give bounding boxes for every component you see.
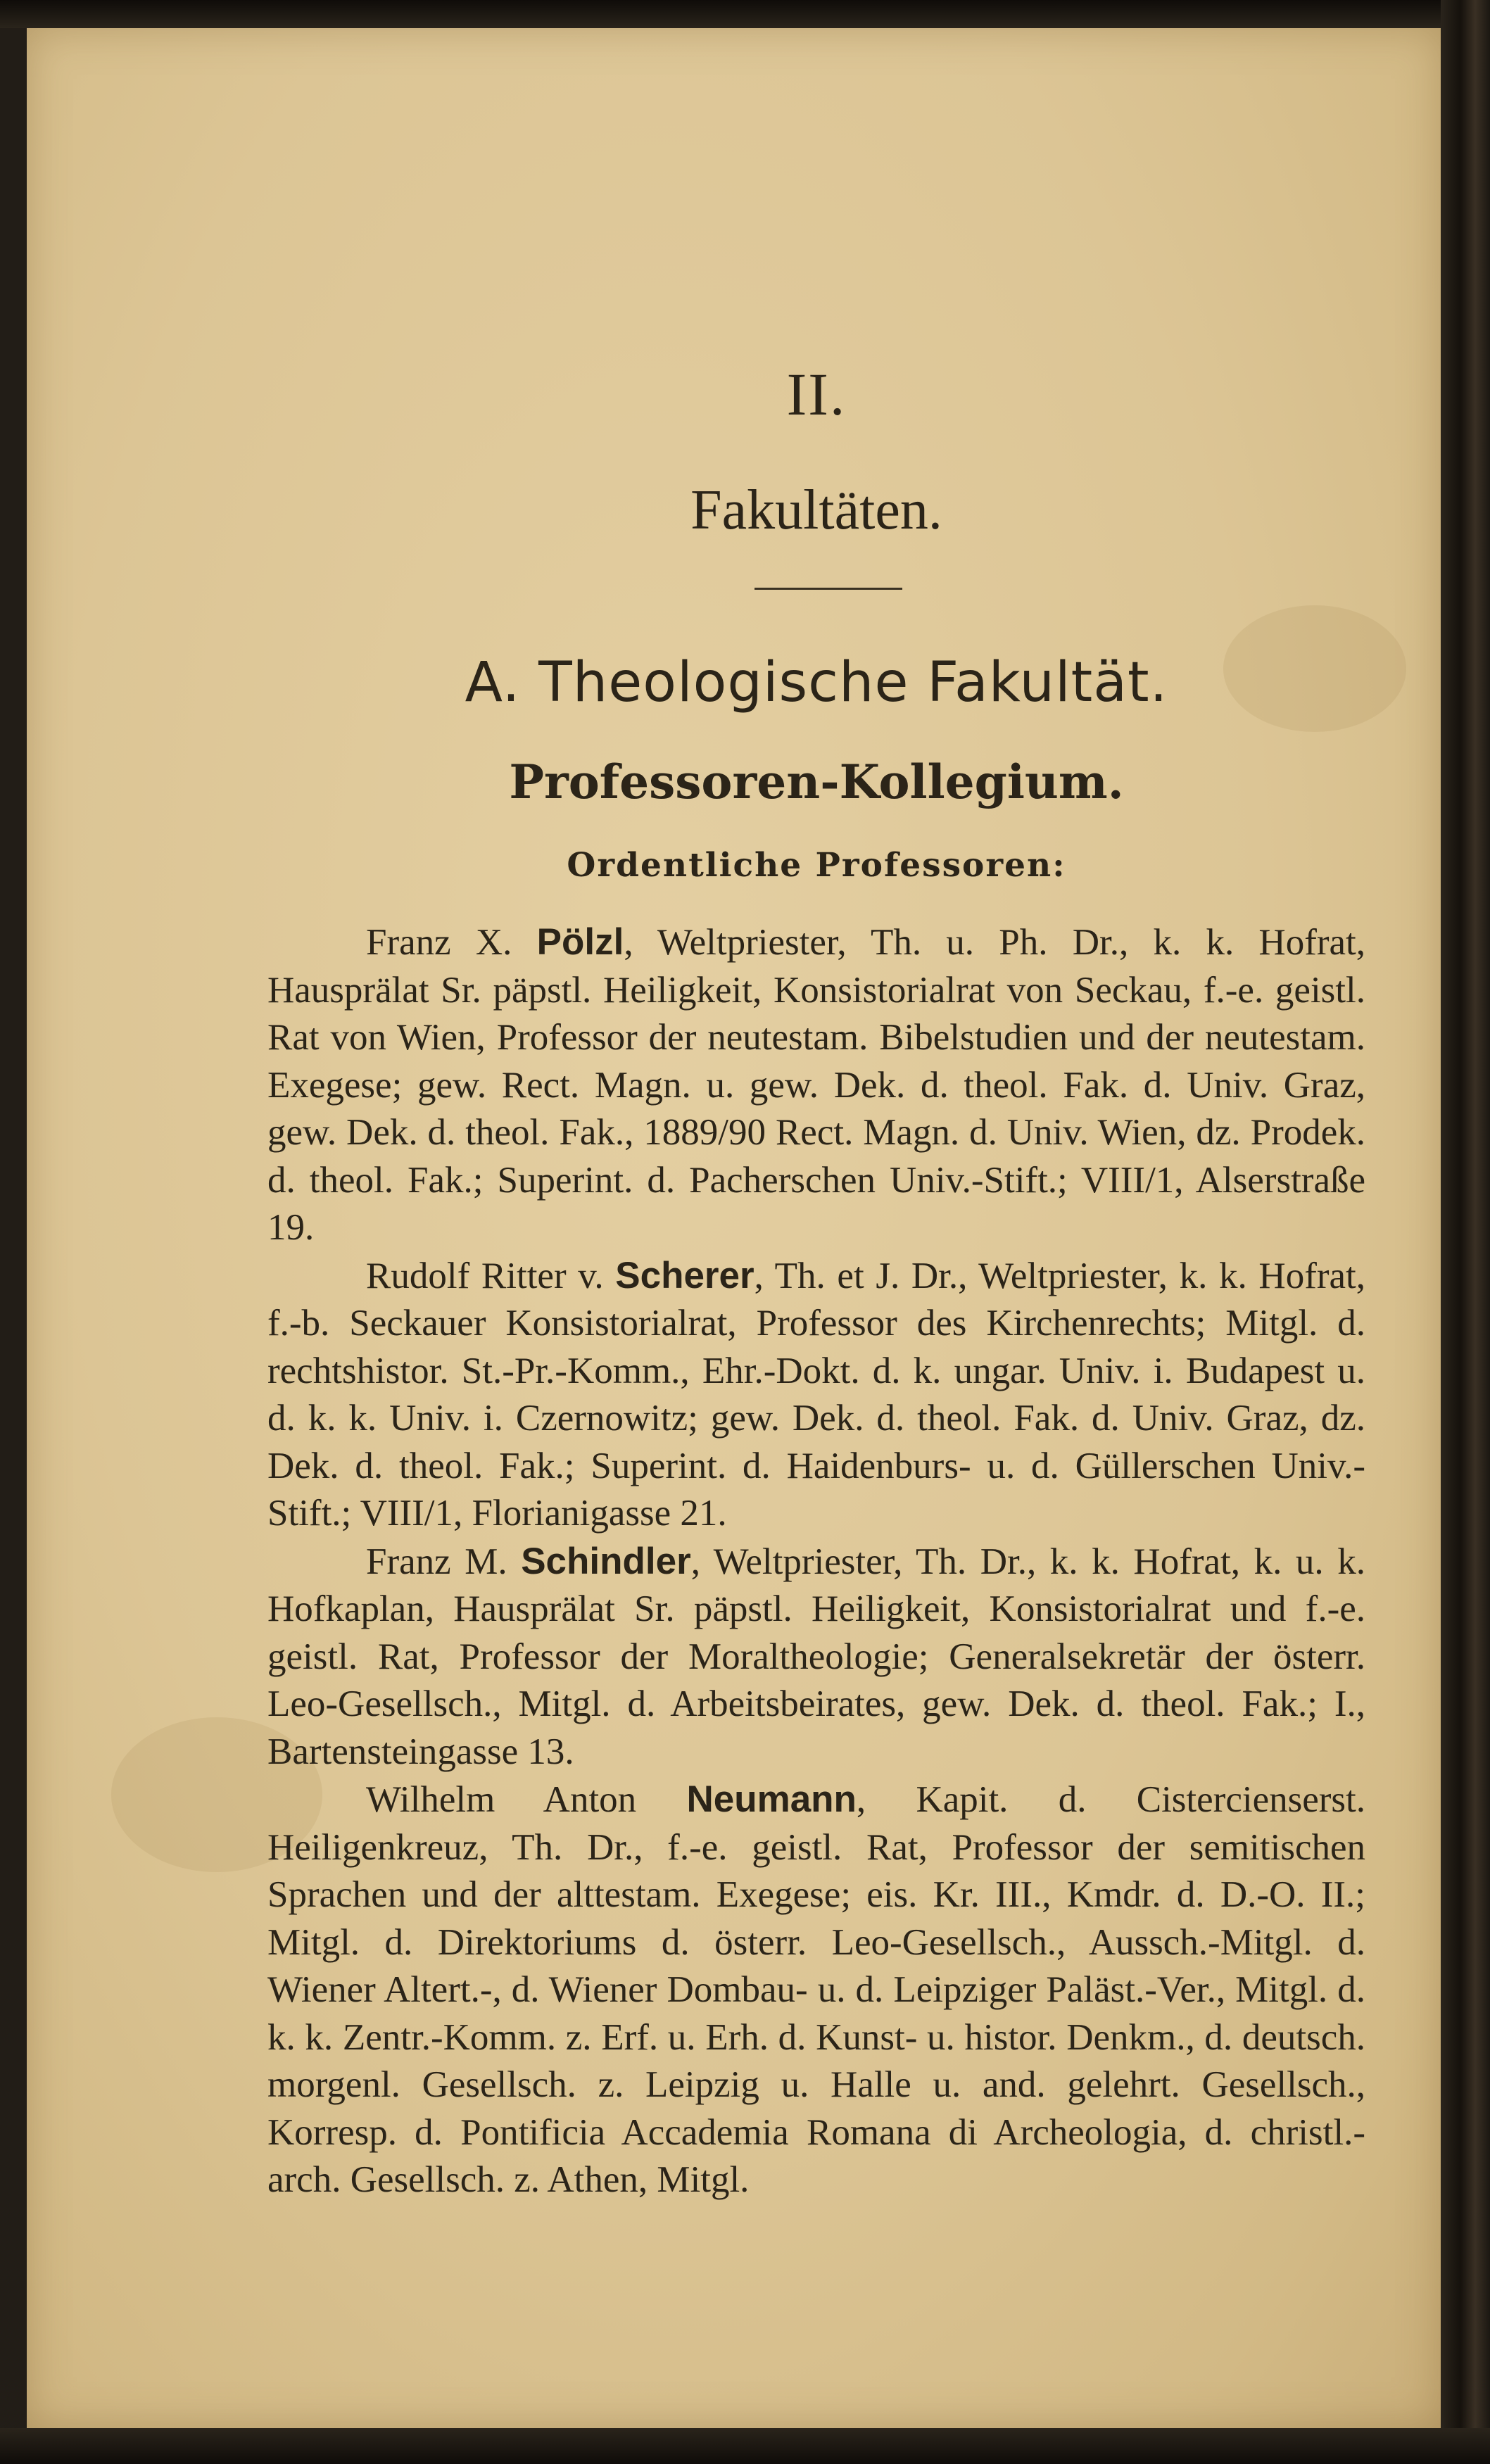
professor-entry: [267, 918, 1365, 1252]
book-spine-edge: [1441, 0, 1490, 2464]
subsection-title: Ordentliche Professoren:: [567, 846, 1066, 885]
entry-surname: Schindler: [521, 1540, 691, 1582]
entry-surname: Neumann: [686, 1778, 857, 1820]
entry-given-name: Franz X.: [366, 922, 537, 963]
scan-edge-bottom: [0, 2428, 1490, 2464]
chapter-number: II.: [786, 360, 847, 428]
professor-entry: [267, 1776, 1365, 2204]
entry-surname: Scherer: [615, 1254, 755, 1296]
section-title: A. Theologische Fakultät.: [465, 651, 1168, 714]
entry-given-name: Rudolf Ritter v.: [366, 1255, 616, 1296]
chapter-title: Fakultäten.: [690, 479, 942, 541]
entry-description: , Weltpriester, Th. Dr., k. k. Hofrat, k. u. k. Hofkaplan, Hausprälat Sr. päpstl. Heiligkeit, Konsistorialrat und f.-e. geistl. Rat, Professor der Moraltheologie; Generalsekretär der österr. Leo-Gesellsch., Mitgl. d. Arbeitsbeirates, gew. Dek. d. theol. Fak.; I., Bartensteingasse 13.: [267, 1541, 1365, 1772]
entry-description: , Th. et J. Dr., Weltpriester, k. k. Hofrat, f.-b. Seckauer Konsistorialrat, Professor des Kirchenrechts; Mitgl. d. rechtshistor. St.-Pr.-Komm., Ehr.-Dokt. d. k. ungar. Univ. i. Budapest u. d. k. k. Univ. i. Czernowitz; gew. Dek. d. theol. Fak. d. Univ. Graz, dz. Dek. d. theol. Fak.; Superint. d. Haidenburs- u. d. Güllerschen Univ.-Stift.; VIII/1, Florianigasse 21.: [267, 1255, 1365, 1534]
scan-edge-top: [0, 0, 1490, 28]
entry-given-name: Wilhelm Anton: [366, 1779, 687, 1820]
professor-entry: [267, 1538, 1365, 1776]
entry-description: , Weltpriester, Th. u. Ph. Dr., k. k. Hofrat, Hausprälat Sr. päpstl. Heiligkeit, Konsistorialrat von Seckau, f.-e. geistl. Rat von Wien, Professor der neutestam. Bibelstudien und der neutestam. Exegese; gew. Rect. Magn. u. gew. Dek. d. theol. Fak. d. Univ. Graz, gew. Dek. d. theol. Fak., 1889/90 Rect. Magn. d. Univ. Wien, dz. Prodek. d. theol. Fak.; Superint. d. Pacherschen Univ.-Stift.; VIII/1, Alserstraße 19.: [267, 922, 1366, 1248]
professor-list: [267, 918, 1365, 2204]
entry-given-name: Franz M.: [366, 1541, 522, 1582]
professor-entry: [267, 1252, 1365, 1538]
board-title: Professoren-Kollegium.: [509, 754, 1124, 809]
divider-rule: [755, 588, 902, 590]
entry-description: , Kapit. d. Cistercienserst. Heiligenkreuz, Th. Dr., f.-e. geistl. Rat, Professor der semitischen Sprachen und der alttestam. Exegese; eis. Kr. III., Kmdr. d. D.-O. II.; Mitgl. d. Direktoriums d. österr. Leo-Gesellsch., Aussch.-Mitgl. d. Wiener Altert.-, d. Wiener Dombau- u. d. Leipziger Paläst.-Ver., Mitgl. d. k. k. Zentr.-Komm. z. Erf. u. Erh. d. Kunst- u. histor. Denkm., d. deutsch. morgenl. Gesellsch. z. Leipzig u. Halle u. and. gelehrt. Gesellsch., Korresp. d. Pontificia Accademia Romana di Archeologia, d. christl.-arch. Gesellsch. z. Athen, Mitgl.: [267, 1779, 1365, 2200]
entry-surname: Pölzl: [536, 921, 624, 963]
